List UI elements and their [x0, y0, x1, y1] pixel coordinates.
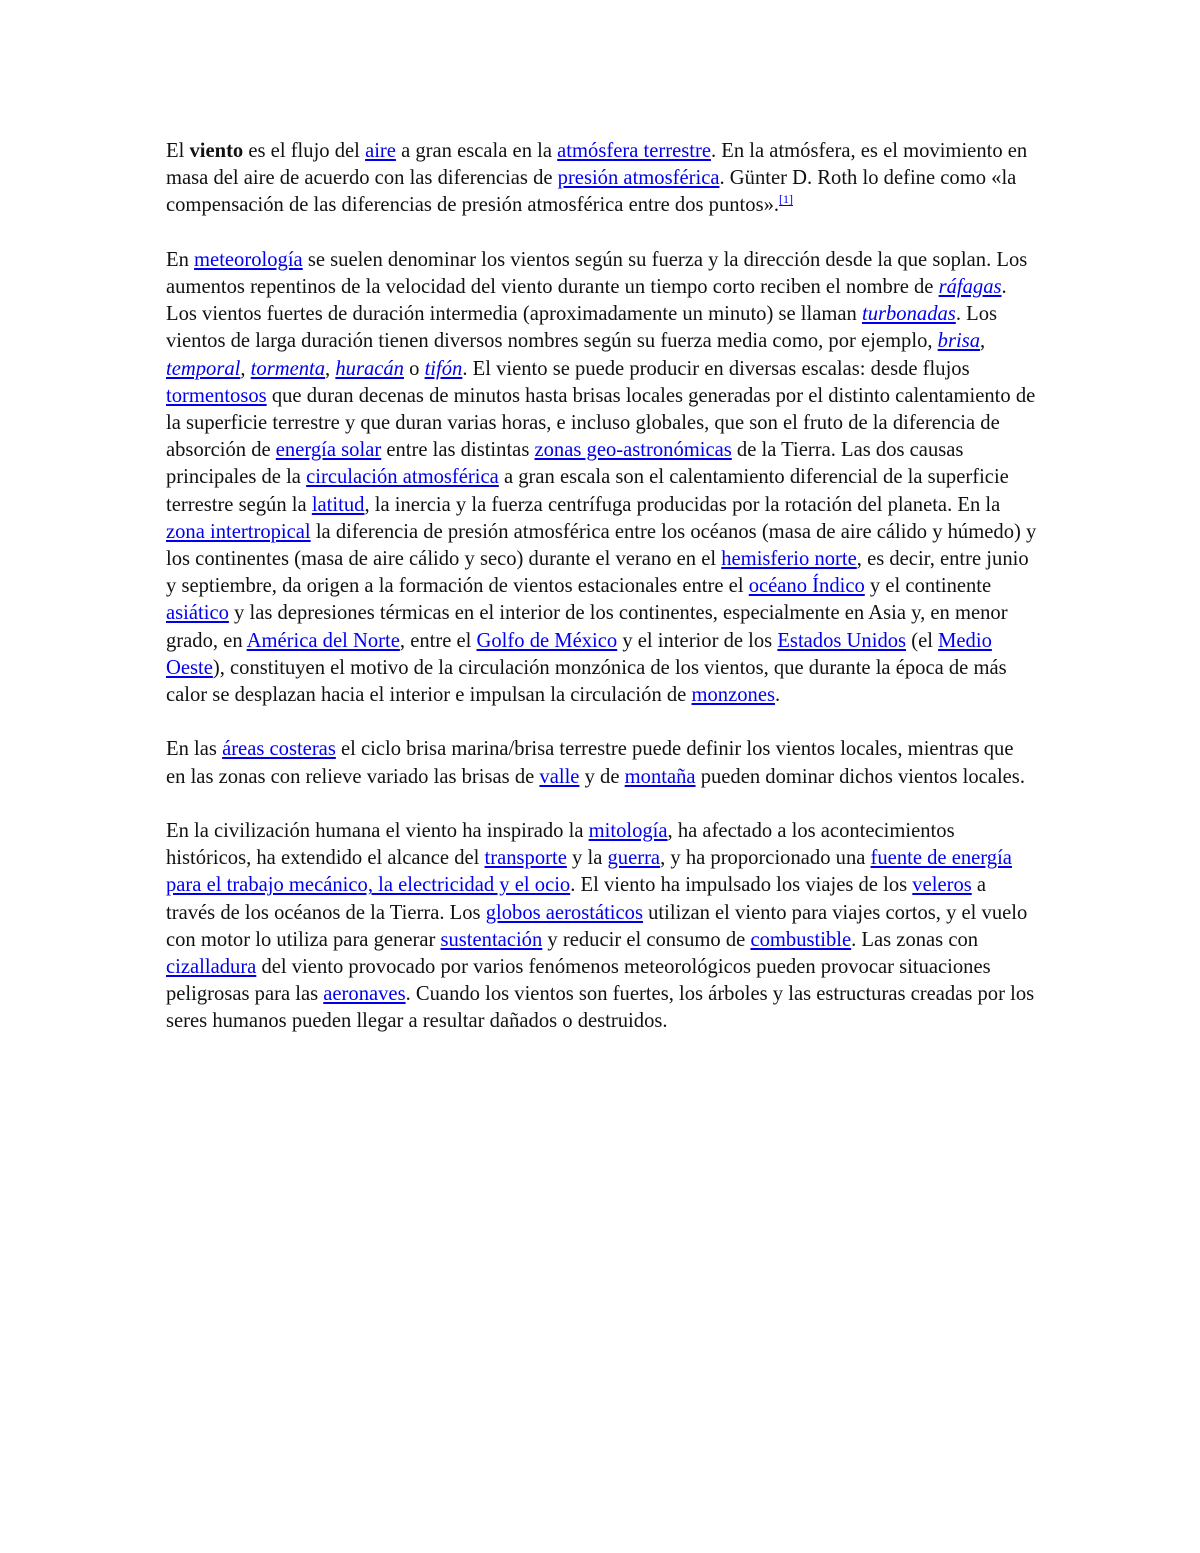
- text: ,: [325, 357, 336, 380]
- text: .: [775, 684, 781, 707]
- paragraph-meteorologia: [166, 247, 1038, 709]
- text: y reducir el consumo de: [542, 928, 751, 951]
- link-meteorologia[interactable]: meteorología: [194, 248, 303, 271]
- link-valle[interactable]: valle: [539, 765, 580, 788]
- link-aeronaves[interactable]: aeronaves: [323, 983, 406, 1006]
- text: pueden dominar dichos vientos locales.: [695, 765, 1025, 788]
- text: , ha afectado a los acontecimientos históricos, ha extendido el alcance del: [166, 820, 955, 870]
- text: entre las distintas: [381, 439, 535, 462]
- link-aire[interactable]: aire: [365, 140, 396, 162]
- document-body: [166, 138, 1038, 1063]
- reference-1: [779, 193, 793, 207]
- text: se suelen denominar los vientos según su fuerza y la dirección desde la que soplan. Los aumentos repentinos de la velocidad del viento durante un tiempo corto reciben el nombre de: [166, 248, 1028, 298]
- text: y el interior de los: [617, 629, 778, 652]
- text: la diferencia de presión atmosférica entre los océanos (masa de aire cálido y húmedo) y los continentes (masa de aire cálido y seco) durante el verano en el: [166, 520, 1037, 571]
- text: (el: [906, 629, 939, 652]
- text: . Günter D. Roth lo define como «la compensación de las diferencias de presión atmosférica entre dos puntos».: [166, 167, 1017, 217]
- link-estados-unidos[interactable]: Estados Unidos: [777, 629, 907, 652]
- paragraph-areas-costeras: [166, 736, 1038, 790]
- text: y las depresiones térmicas en el interior de los continentes, especialmente en Asia y, en menor grado, en: [166, 602, 1008, 652]
- text: . Las zonas con: [851, 928, 979, 951]
- text: En: [166, 248, 195, 271]
- link-brisa[interactable]: brisa: [937, 330, 981, 353]
- link-areas-costeras[interactable]: áreas costeras: [222, 738, 336, 761]
- link-circulacion-atmosferica[interactable]: circulación atmosférica: [306, 466, 499, 489]
- paragraph-civilizacion: [166, 818, 1038, 1036]
- text: En las: [166, 738, 223, 761]
- text: , entre el: [399, 629, 477, 652]
- text: , la inercia y la fuerza centrífuga producidas por la rotación del planeta. En la: [364, 493, 1001, 516]
- link-monzones[interactable]: monzones: [691, 684, 775, 707]
- link-energia-solar[interactable]: energía solar: [275, 439, 382, 462]
- link-cizalladura[interactable]: cizalladura: [166, 956, 257, 979]
- text: a gran escala en la: [395, 140, 558, 162]
- link-sustentacion[interactable]: sustentación: [440, 928, 543, 951]
- reference-1-link[interactable]: [1]: [779, 192, 794, 207]
- text: ), constituyen el motivo de la circulación monzónica de los vientos, que durante la época de más calor se desplazan hacia el interior e impulsan la circulación de: [166, 656, 1007, 707]
- link-combustible[interactable]: combustible: [750, 928, 852, 951]
- text: En la civilización humana el viento ha inspirado la: [166, 820, 589, 843]
- text: el ciclo brisa marina/brisa terrestre puede definir los vientos locales, mientras que en las zonas con relieve variado las brisas de: [166, 738, 1014, 788]
- text: y de: [579, 765, 625, 788]
- text: y el continente: [864, 575, 992, 598]
- link-temporal[interactable]: temporal: [166, 357, 241, 380]
- link-fuente-de-energia[interactable]: fuente de energía para el trabajo mecánico, la electricidad y el ocio: [166, 847, 1012, 897]
- link-medio-oeste[interactable]: Medio Oeste: [166, 629, 992, 679]
- link-america-del-norte[interactable]: América del Norte: [246, 629, 400, 652]
- link-montana[interactable]: montaña: [624, 765, 696, 788]
- text: . En la atmósfera, es el movimiento en masa del aire de acuerdo con las diferencias de: [166, 140, 1028, 190]
- link-atmosfera-terrestre[interactable]: atmósfera terrestre: [557, 140, 711, 162]
- text: . Cuando los vientos son fuertes, los árboles y las estructuras creadas por los seres humanos pueden llegar a resultar dañados o destruidos.: [166, 983, 1035, 1033]
- text: , y ha proporcionado una: [660, 847, 871, 870]
- text: de la Tierra. Las dos causas principales de la: [166, 439, 964, 489]
- link-veleros[interactable]: veleros: [912, 874, 972, 897]
- text: a gran escala son el calentamiento diferencial de la superficie terrestre según la: [166, 466, 1009, 516]
- link-huracan[interactable]: huracán: [335, 357, 404, 380]
- text: ,: [980, 330, 986, 353]
- text: , es decir, entre junio y septiembre, da origen a la formación de vientos estacionales entre el: [166, 548, 1029, 598]
- text: . El viento ha impulsado los viajes de los: [570, 874, 913, 897]
- link-mitologia[interactable]: mitología: [588, 820, 668, 843]
- link-asiatico[interactable]: asiático: [166, 602, 229, 625]
- text: . El viento se puede producir en diversas escalas: desde flujos: [462, 357, 970, 380]
- link-tormentosos[interactable]: tormentosos: [166, 384, 267, 407]
- link-zona-intertropical[interactable]: zona intertropical: [166, 520, 311, 543]
- link-guerra[interactable]: guerra: [607, 847, 661, 870]
- link-globos-aerostaticos[interactable]: globos aerostáticos: [485, 901, 643, 924]
- text: es el flujo del: [243, 140, 366, 162]
- link-transporte[interactable]: transporte: [484, 847, 567, 870]
- link-latitud[interactable]: latitud: [311, 493, 365, 516]
- text: utilizan el viento para viajes cortos, y el vuelo con motor lo utiliza para generar: [166, 901, 1028, 951]
- bold-term-viento: viento: [189, 140, 244, 162]
- text: o: [403, 357, 425, 380]
- text: y la: [566, 847, 608, 870]
- link-hemisferio-norte[interactable]: hemisferio norte: [721, 548, 857, 571]
- link-zonas-geo-astronomicas[interactable]: zonas geo-astronómicas: [534, 439, 732, 462]
- link-rafagas[interactable]: ráfagas: [938, 276, 1002, 298]
- link-tormenta[interactable]: tormenta: [250, 357, 326, 380]
- text: del viento provocado por varios fenómenos meteorológicos pueden provocar situaciones peligrosas para las: [166, 956, 991, 1006]
- text: . Los vientos fuertes de duración intermedia (aproximadamente un minuto) se llaman: [166, 276, 1007, 326]
- link-turbonadas[interactable]: turbonadas: [861, 303, 956, 326]
- link-oceano-indico[interactable]: océano Índico: [748, 575, 865, 598]
- link-presion-atmosferica[interactable]: presión atmosférica: [557, 167, 720, 190]
- text: ,: [240, 357, 251, 380]
- link-golfo-de-mexico[interactable]: Golfo de México: [476, 629, 618, 652]
- text: a través de los océanos de la Tierra. Los: [166, 874, 987, 924]
- paragraph-intro: [166, 138, 1038, 220]
- text: El: [166, 140, 190, 162]
- link-tifon[interactable]: tifón: [424, 357, 463, 380]
- text: que duran decenas de minutos hasta brisas locales generadas por el distinto calentamiento de la superficie terrestre y que duran varias horas, e incluso globales, que son el fruto de la diferencia de absorción de: [166, 384, 1036, 462]
- text: . Los vientos de larga duración tienen diversos nombres según su fuerza media como, por ejemplo,: [166, 303, 997, 353]
